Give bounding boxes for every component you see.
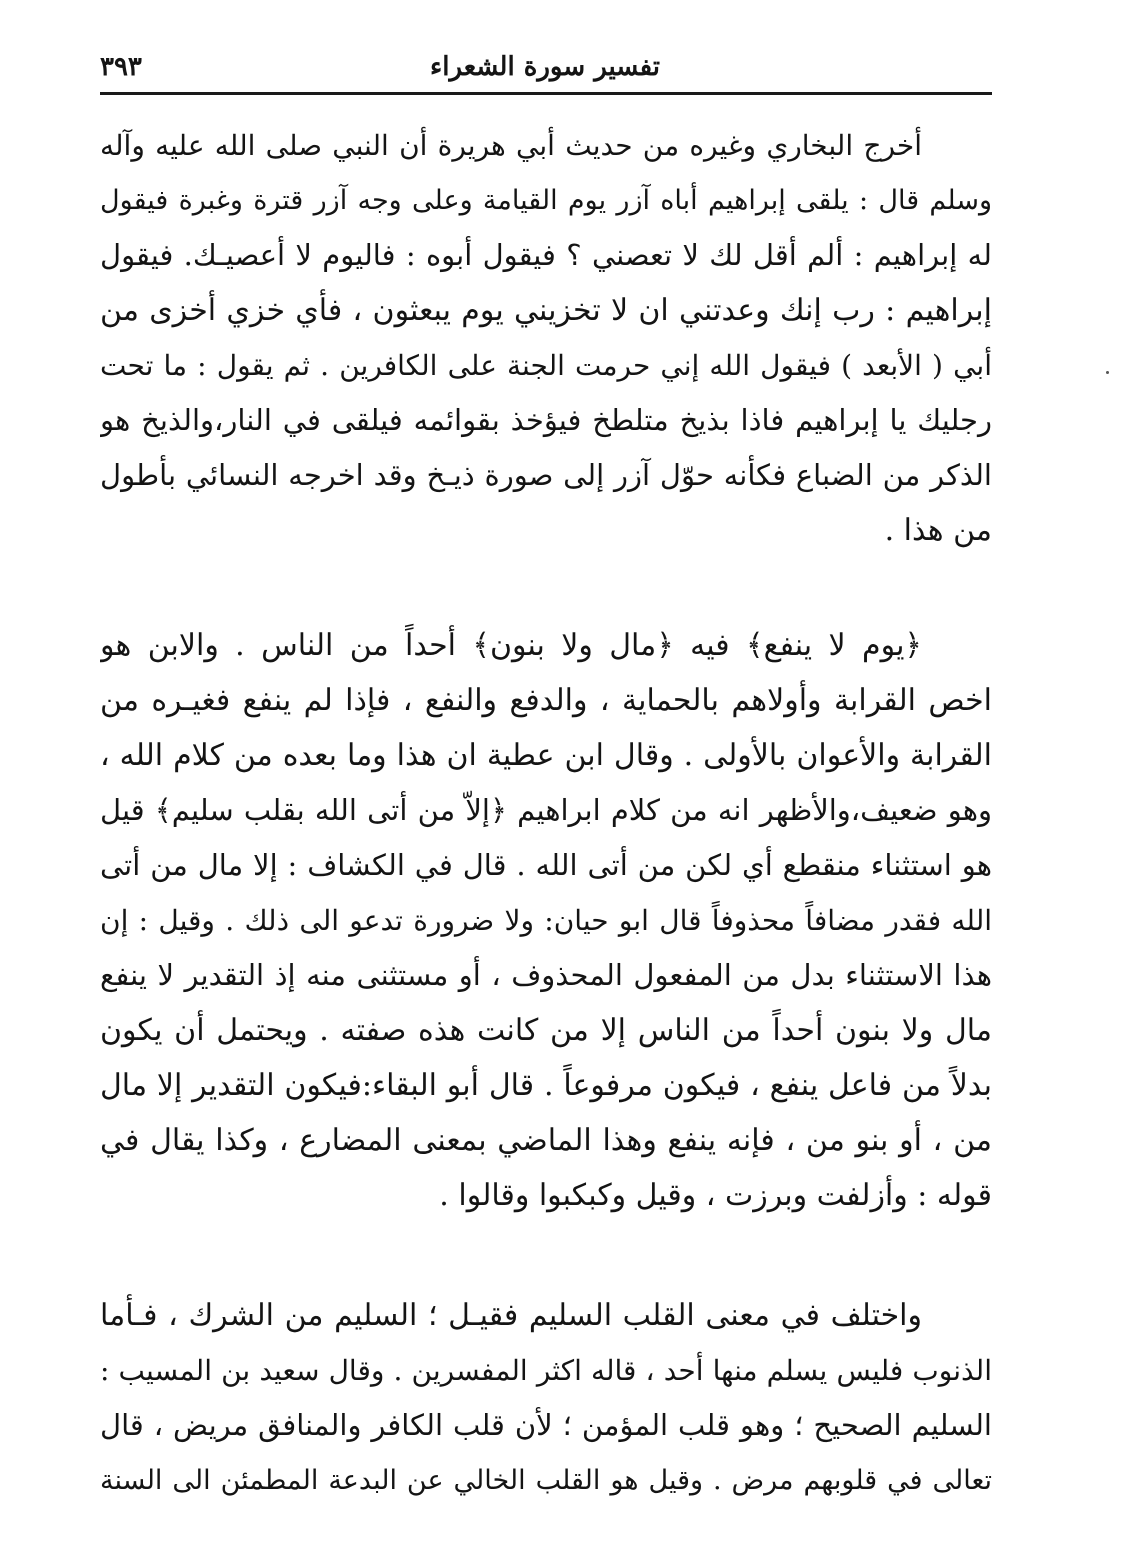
header-title: تفسير سورة الشعراء	[430, 52, 660, 82]
paragraph-2-line-3: القرابة والأعوان بالأولى . وقال ابن عطية ان هذا وما بعده من كلام الله ،	[100, 738, 992, 773]
header-rule	[100, 92, 992, 95]
paragraph-2-line-2: اخص القرابة وأولاهم بالحماية ، والدفع والنفع ، فإذا لم ينفع فغيـره من	[100, 683, 992, 718]
paragraph-3-line-2: الذنوب فليس يسلم منها أحد ، قاله اكثر المفسرين . وقال سعيد بن المسيب :	[100, 1354, 992, 1387]
paragraph-1-line-3: له إبراهيم : ألم أقل لك لا تعصني ؟ فيقول أبوه : فاليوم لا أعصيـك. فيقول	[100, 238, 992, 272]
paragraph-2-line-1: ﴿يوم لا ينفع﴾ فيه ﴿مال ولا بنون﴾ أحداً من الناس . والابن هو	[100, 628, 922, 663]
paragraph-2-line-9: بدلاً من فاعل ينفع ، فيكون مرفوعاً . قال أبو البقاء:فيكون التقدير إلا مال	[100, 1068, 992, 1103]
paragraph-1-line-7: الذكر من الضباع فكأنه حوّل آزر إلى صورة ذيـخ وقد اخرجه النسائي بأطول	[100, 458, 992, 492]
paragraph-2-line-10: من ، أو بنو من ، فإنه ينفع وهذا الماضي بمعنى المضارع ، وكذا يقال في	[100, 1123, 992, 1158]
paragraph-1-line-4: إبراهيم : رب إنك وعدتني ان لا تخزيني يوم يبعثون ، فأي خزي أخزى من	[100, 293, 992, 328]
paragraph-3-line-1: واختلف في معنى القلب السليم فقيـل ؛ السليم من الشرك ، فـأما	[100, 1298, 922, 1333]
paragraph-3-line-4: تعالى في قلوبهم مرض . وقيل هو القلب الخالي عن البدعة المطمئن الى السنة	[100, 1465, 992, 1496]
paragraph-2-line-7: هذا الاستثناء بدل من المفعول المحذوف ، أو مستثنى منه إذ التقدير لا ينفع	[100, 958, 992, 992]
paragraph-gap	[100, 558, 992, 618]
paragraph-1-line-8: من هذا .	[884, 513, 992, 548]
paragraph-2-line-8: مال ولا بنون أحداً من الناس إلا من كانت هذه صفته . ويحتمل أن يكون	[100, 1013, 992, 1048]
paragraph-3-line-3: السليم الصحيح ؛ وهو قلب المؤمن ؛ لأن قلب الكافر والمنافق مريض ، قال	[100, 1408, 992, 1442]
paragraph-2-line-11: قوله : وأزلفت وبرزت ، وقيل وكبكبوا وقالوا .	[439, 1178, 992, 1213]
running-header	[100, 44, 990, 88]
body-text	[100, 118, 992, 1508]
paragraph-gap	[100, 1223, 992, 1288]
paragraph-1-line-2: وسلم قال : يلقى إبراهيم أباه آزر يوم القيامة وعلى وجه آزر قترة وغبرة فيقول	[100, 185, 992, 216]
paragraph-1-line-1: أخرج البخاري وغيره من حديث أبي هريرة أن النبي صلى الله عليه وآله	[100, 129, 922, 162]
scan-speck	[1106, 371, 1109, 374]
paragraph-1-line-6: رجليك يا إبراهيم فاذا بذيخ متلطخ فيؤخذ بقوائمه فيلقى في النار،والذيخ هو	[100, 403, 992, 437]
paragraph-2-line-5: هو استثناء منقطع أي لكن من أتى الله . قال في الكشاف : إلا مال من أتى	[100, 848, 992, 882]
paragraph-2-line-6: الله فقدر مضافاً محذوفاً قال ابو حيان: ولا ضرورة تدعو الى ذلك . وقيل : إن	[100, 904, 992, 937]
paragraph-2-line-4: وهو ضعيف،والأظهر انه من كلام ابراهيم ﴿إلاّ من أتى الله بقلب سليم﴾ قيل	[100, 793, 992, 827]
page-number: ٣٩٣	[100, 52, 142, 82]
paragraph-1-line-5: أبي ( الأبعد ) فيقول الله إني حرمت الجنة على الكافرين . ثم يقول : ما تحت	[100, 349, 992, 382]
